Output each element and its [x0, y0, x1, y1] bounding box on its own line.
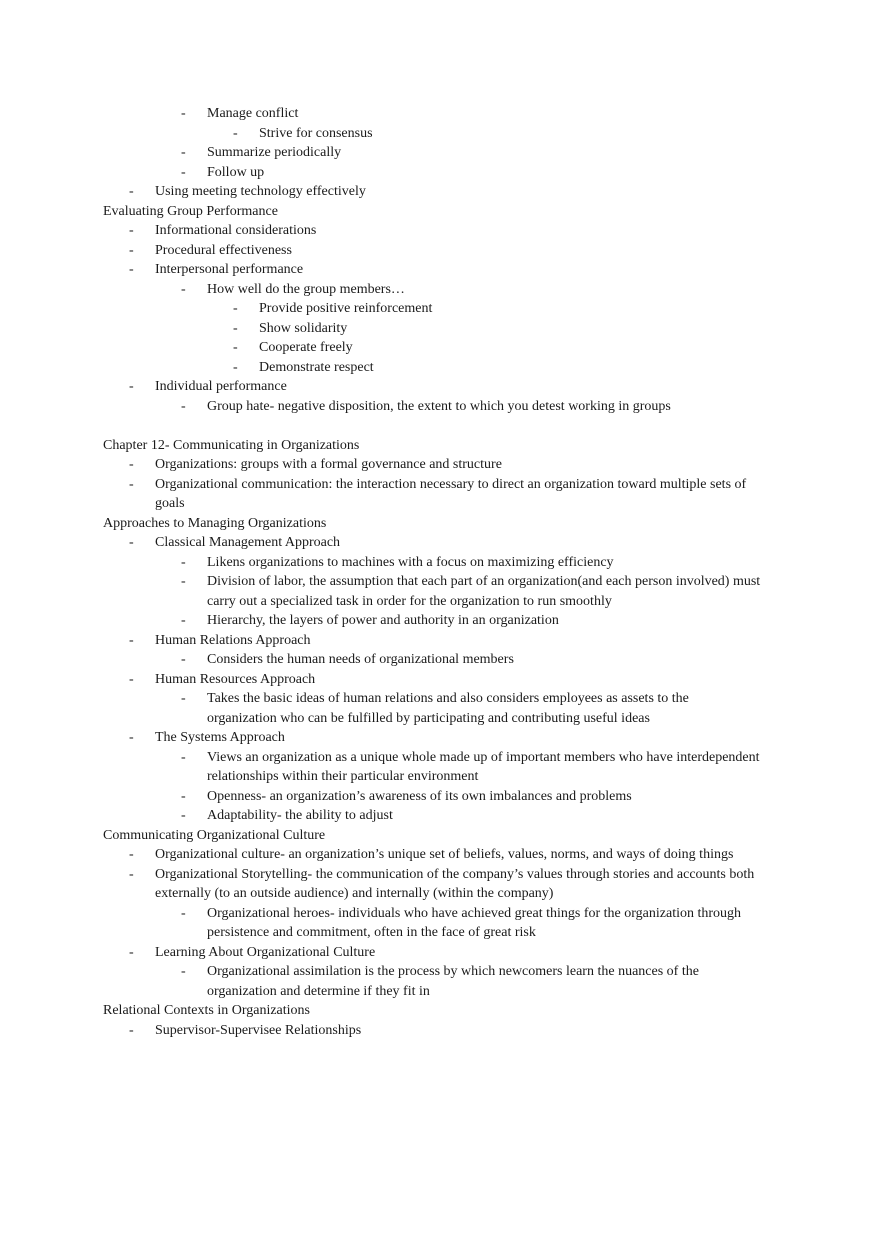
bullet-dash: -: [181, 106, 186, 121]
list-item: [0, 962, 880, 982]
item-text: relationships within their particular environment: [207, 769, 479, 784]
item-text: Division of labor, the assumption that each part of an organization(and each person involved) must: [207, 574, 761, 589]
heading-text: Relational Contexts in Organizations: [103, 1003, 310, 1018]
bullet-dash: -: [233, 301, 238, 316]
list-item: [0, 806, 880, 826]
item-text: Organizational assimilation is the process by which newcomers learn the nuances of the: [207, 964, 699, 979]
bullet-dash: -: [181, 613, 186, 628]
item-text: Organizational heroes- individuals who have achieved great things for the organization through: [207, 905, 742, 921]
list-item: [0, 397, 880, 417]
list-item: [0, 670, 880, 690]
list-item-continuation: [0, 982, 880, 1002]
item-text: Hierarchy, the layers of power and authority in an organization: [207, 613, 559, 628]
list-item: [0, 241, 880, 261]
item-text: organization who can be fulfilled by participating and contributing useful ideas: [207, 710, 650, 726]
list-item-continuation: [0, 709, 880, 729]
bullet-dash: -: [129, 184, 134, 199]
item-text: Human Resources Approach: [155, 671, 316, 687]
bullet-dash: -: [181, 788, 186, 804]
bullet-dash: -: [129, 632, 134, 648]
list-item: [0, 1021, 880, 1041]
bullet-dash: -: [129, 476, 134, 492]
section-heading: [0, 514, 880, 534]
list-item: [0, 358, 880, 378]
bullet-dash: -: [129, 535, 134, 550]
list-item-continuation: [0, 923, 880, 943]
list-item: [0, 475, 880, 495]
item-text: Manage conflict: [207, 106, 299, 121]
item-text: Organizations: groups with a formal governance and structure: [155, 457, 502, 472]
item-text: Provide positive reinforcement: [259, 301, 433, 316]
heading-text: Evaluating Group Performance: [103, 203, 278, 219]
bullet-dash: -: [181, 281, 186, 297]
item-text: organization and determine if they fit in: [207, 983, 430, 999]
list-item: [0, 280, 880, 300]
list-item: [0, 143, 880, 163]
list-item: [0, 260, 880, 280]
list-item: [0, 221, 880, 241]
list-item: [0, 943, 880, 963]
bullet-dash: -: [233, 320, 238, 336]
section-heading: [0, 826, 880, 846]
list-item-continuation: [0, 767, 880, 787]
heading-text: Approaches to Managing Organizations: [103, 515, 327, 531]
section-heading: [0, 202, 880, 222]
list-item: [0, 553, 880, 573]
item-text: goals: [155, 496, 185, 511]
item-text: Organizational Storytelling- the communication of the company’s values through stories and accounts both: [155, 866, 755, 882]
list-item: [0, 650, 880, 670]
bullet-dash: -: [181, 749, 186, 765]
bullet-dash: -: [181, 574, 186, 589]
list-item: [0, 845, 880, 865]
list-item: [0, 611, 880, 631]
bullet-dash: -: [129, 223, 134, 238]
bullet-dash: -: [129, 379, 134, 394]
item-text: persistence and commitment, often in the face of great risk: [207, 925, 536, 940]
bullet-dash: -: [129, 262, 134, 277]
list-item: [0, 455, 880, 475]
list-item: [0, 631, 880, 651]
list-item: [0, 104, 880, 124]
item-text: carry out a specialized task in order for the organization to run smoothly: [207, 593, 612, 609]
item-text: Show solidarity: [259, 320, 348, 336]
item-text: Group hate- negative disposition, the extent to which you detest working in groups: [207, 398, 671, 414]
item-text: Informational considerations: [155, 223, 317, 238]
bullet-dash: -: [181, 808, 186, 823]
list-item: [0, 338, 880, 358]
list-item-continuation: [0, 494, 880, 514]
list-item: [0, 377, 880, 397]
list-item: [0, 572, 880, 592]
list-item: [0, 904, 880, 924]
list-item: [0, 124, 880, 144]
blank-line: [0, 416, 880, 436]
item-text: How well do the group members…: [207, 281, 405, 297]
list-item-continuation: [0, 592, 880, 612]
item-text: Classical Management Approach: [155, 535, 341, 550]
item-text: Adaptability- the ability to adjust: [207, 808, 393, 823]
bullet-dash: -: [129, 1022, 134, 1038]
item-text: Procedural effectiveness: [155, 242, 292, 258]
list-item: [0, 299, 880, 319]
item-text: Cooperate freely: [259, 340, 353, 355]
item-text: Follow up: [207, 164, 265, 180]
list-item: [0, 163, 880, 183]
bullet-dash: -: [129, 457, 134, 472]
bullet-dash: -: [181, 554, 186, 570]
item-text: Summarize periodically: [207, 145, 342, 160]
bullet-dash: -: [181, 398, 186, 414]
item-text: Supervisor-Supervisee Relationships: [155, 1022, 362, 1038]
item-text: Organizational communication: the interaction necessary to direct an organization toward multiple sets of: [155, 476, 747, 492]
item-text: Demonstrate respect: [259, 359, 374, 375]
bullet-dash: -: [129, 242, 134, 258]
list-item: [0, 865, 880, 885]
bullet-dash: -: [181, 652, 186, 667]
document-page: [0, 104, 880, 1040]
heading-text: Communicating Organizational Culture: [103, 827, 326, 843]
bullet-dash: -: [129, 847, 134, 862]
list-item: [0, 182, 880, 202]
bullet-dash: -: [181, 145, 186, 160]
item-text: Likens organizations to machines with a focus on maximizing efficiency: [207, 554, 614, 570]
bullet-dash: -: [129, 730, 134, 745]
bullet-dash: -: [129, 866, 134, 882]
list-item: [0, 748, 880, 768]
item-text: Learning About Organizational Culture: [155, 944, 376, 960]
section-heading: [0, 1001, 880, 1021]
item-text: Individual performance: [155, 379, 287, 394]
bullet-dash: -: [233, 359, 238, 375]
list-item: [0, 533, 880, 553]
bullet-dash: -: [181, 164, 186, 180]
item-text: Human Relations Approach: [155, 632, 311, 648]
bullet-dash: -: [129, 671, 134, 687]
item-text: Views an organization as a unique whole made up of important members who have interdependent: [207, 749, 760, 765]
bullet-dash: -: [181, 964, 186, 979]
list-item: [0, 728, 880, 748]
item-text: Takes the basic ideas of human relations and also considers employees as assets to the: [207, 691, 689, 706]
list-item-continuation: [0, 884, 880, 904]
section-heading: [0, 436, 880, 456]
item-text: Considers the human needs of organizational members: [207, 652, 514, 667]
bullet-dash: -: [233, 125, 238, 141]
bullet-dash: -: [129, 944, 134, 960]
list-item: [0, 787, 880, 807]
bullet-dash: -: [181, 691, 186, 706]
list-item: [0, 319, 880, 339]
item-text: Using meeting technology effectively: [155, 184, 366, 199]
item-text: externally (to an outside audience) and internally (within the company): [155, 886, 554, 901]
item-text: Strive for consensus: [259, 125, 373, 141]
bullet-dash: -: [233, 340, 238, 355]
list-item: [0, 689, 880, 709]
item-text: Organizational culture- an organization’s unique set of beliefs, values, norms, and ways of doing things: [155, 847, 734, 862]
item-text: Interpersonal performance: [155, 262, 304, 277]
item-text: The Systems Approach: [155, 730, 285, 745]
item-text: Openness- an organization’s awareness of its own imbalances and problems: [207, 788, 632, 804]
heading-text: Chapter 12- Communicating in Organizations: [103, 437, 360, 453]
bullet-dash: -: [181, 905, 186, 921]
